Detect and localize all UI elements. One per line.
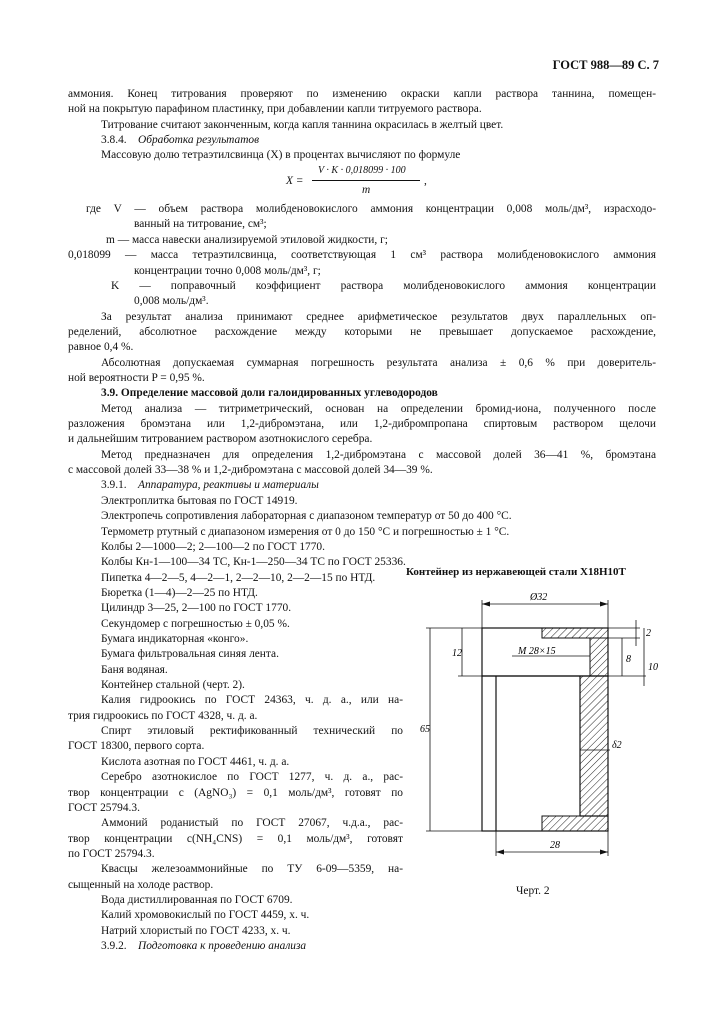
dim-diameter-label: Ø32 — [530, 592, 548, 603]
text-line: K — поправочный коэффициент раствора молибденовокислого аммония концентрации — [111, 280, 656, 292]
wall-section-hatch — [580, 676, 608, 816]
text-line: разложения бромэтана или 1,2-дибромэтана, или 1,2-дибромпропана спиртовым раствором щелочи — [68, 418, 656, 430]
text-line: концентрации точно 0,008 моль/дм³, г; — [134, 265, 321, 277]
list-item: Аммоний роданистый по ГОСТ 27067, ч.д.а., рас- — [101, 817, 403, 829]
list-item: ГОСТ 25794.3. — [68, 802, 140, 814]
text-line: 0,018099 — масса тетраэтилсвинца, соответствующая 1 см³ раствора молибденовокислого аммония — [68, 249, 656, 261]
list-item: Спирт этиловый ректификованный технический по — [101, 725, 403, 737]
list-item: Калия гидроокись по ГОСТ 24363, ч. д. а., или на- — [101, 694, 403, 706]
list-item: Термометр ртутный с диапазоном измерения от 0 до 150 °С и погрешностью ± 1 °С. — [101, 526, 510, 538]
section-number: 3.8.4. — [101, 134, 127, 146]
text-line: Титрование считают законченным, когда капля таннина окрасилась в желтый цвет. — [101, 119, 504, 131]
bottom-section-hatch — [542, 816, 608, 831]
list-item: Секундомер с погрешностью ± 0,05 %. — [101, 618, 290, 630]
list-item: Бюретка (1—4)—2—25 по НТД. — [101, 587, 258, 599]
section-title: Аппаратура, реактивы и материалы — [138, 479, 319, 491]
text-line: Массовую долю тетраэтилсвинца (X) в процентах вычисляют по формуле — [101, 149, 461, 161]
text-line: ванный на титрование, см³; — [134, 218, 267, 230]
list-item: Колбы 2—1000—2; 2—100—2 по ГОСТ 1770. — [101, 541, 325, 553]
dim-thread-depth-label: 8 — [626, 654, 631, 665]
list-item: твор концентрации c(NH₄CNS) = 0,1 моль/дм³, готовят — [68, 833, 403, 845]
figure-title: Контейнер из нержавеющей стали Х18Н10Т — [406, 566, 626, 578]
container-drawing — [400, 590, 660, 880]
formula-comma: , — [424, 175, 427, 187]
list-item: Электроплитка бытовая по ГОСТ 14919. — [101, 495, 298, 507]
text-line: где V — объем раствора молибденовокислого аммония концентрации 0,008 моль/дм³, израсходо- — [86, 203, 656, 215]
list-item: Цилиндр 3—25, 2—100 по ГОСТ 1770. — [101, 602, 292, 614]
formula-lhs: X = — [286, 175, 304, 187]
list-item: Баня водяная. — [101, 664, 168, 676]
figure-caption: Черт. 2 — [516, 885, 550, 897]
list-item: Натрий хлористый по ГОСТ 4233, х. ч. — [101, 925, 291, 937]
dim-top-wall-label: 2 — [646, 628, 651, 639]
list-item: по ГОСТ 25794.3. — [68, 848, 155, 860]
section-title: Обработка результатов — [138, 134, 260, 146]
text-line: Метод предназначен для определения 1,2-дибромэтана с массовой долей 36—41 %, бромэтана — [101, 449, 656, 461]
list-item: Бумага индикаторная «конго». — [101, 633, 249, 645]
list-item: Электропечь сопротивления лабораторная с диапазоном температур от 50 до 400 °С. — [101, 510, 512, 522]
lid-section-hatch — [542, 628, 608, 638]
text-line: с массовой долей 33—38 % и 1,2-дибромэтана с массовой долей 34—39 %. — [68, 464, 433, 476]
dim-wall-thickness-label: δ2 — [612, 740, 622, 751]
text-line: и дальнейшим титрованием раствором азотнокислого серебра. — [68, 433, 373, 445]
list-item: сыщенный на холоде раствор. — [68, 879, 214, 891]
list-item: Пипетка 4—2—5, 4—2—1, 2—2—10, 2—2—15 по НТД. — [101, 572, 376, 584]
text-line: 0,008 моль/дм³. — [134, 295, 209, 307]
list-item: Серебро азотнокислое по ГОСТ 1277, ч. д. а., рас- — [101, 771, 403, 783]
formula-denominator: m — [362, 184, 371, 196]
section-number: 3.9.1. — [101, 479, 127, 491]
list-item: Бумага фильтровальная синяя лента. — [101, 648, 279, 660]
list-item: твор концентрации c (AgNO₃) = 0,1 моль/дм³, готовят по — [68, 787, 403, 799]
dim-lid-height-label: 12 — [452, 648, 462, 659]
text-line: ной на покрытую парафином пластинку, при добавлении капли титруемого раствора. — [68, 103, 482, 115]
thread-section-hatch — [590, 638, 608, 676]
text-line: ной вероятности P = 0,95 %. — [68, 372, 205, 384]
list-item: Контейнер стальной (черт. 2). — [101, 679, 245, 691]
text-line: ределений, абсолютное расхождение между которыми не превышает допускаемое расхождение, — [68, 326, 656, 338]
list-item: Вода дистиллированная по ГОСТ 6709. — [101, 894, 293, 906]
text-line: За результат анализа принимают среднее арифметическое результатов двух параллельных оп- — [101, 311, 656, 323]
section-number: 3.9.2. — [101, 940, 127, 952]
list-item: Кислота азотная по ГОСТ 4461, ч. д. а. — [101, 756, 290, 768]
text-line: Абсолютная допускаемая суммарная погрешность результата анализа ± 0,6 % при доверитель- — [101, 357, 656, 369]
fraction-bar — [312, 180, 420, 181]
list-item: Калий хромовокислый по ГОСТ 4459, х. ч. — [101, 909, 310, 921]
list-item: ГОСТ 18300, первого сорта. — [68, 740, 205, 752]
section-title: Подготовка к проведению анализа — [138, 940, 307, 952]
page-header: ГОСТ 988—89 С. 7 — [552, 58, 659, 72]
text-line: m — масса навески анализируемой этиловой жидкости, г; — [106, 234, 388, 246]
text-line: аммония. Конец титрования проверяют по изменению окраски капли раствора таннина, помещен- — [68, 88, 656, 100]
formula-numerator: V · K · 0,018099 · 100 — [318, 165, 406, 176]
dim-total-height-label: 65 — [420, 724, 430, 735]
dim-thread-label: M 28×15 — [518, 646, 556, 657]
dim-right-height-label: 10 — [648, 662, 658, 673]
list-item: Колбы Кн-1—100—34 ТС, Кн-1—250—34 ТС по ГОСТ 25336. — [101, 556, 406, 568]
section-heading: 3.9. Определение массовой доли галоидированных углеводородов — [101, 387, 438, 399]
list-item: Квасцы железоаммонийные по ТУ 6-09—5359, на- — [101, 863, 403, 875]
text-line: равное 0,4 %. — [68, 341, 134, 353]
list-item: трия гидроокись по ГОСТ 4328, ч. д. а. — [68, 710, 258, 722]
dim-bottom-width-label: 28 — [550, 840, 560, 851]
text-line: Метод анализа — титриметрический, основан на определении бромид-иона, полученного после — [101, 403, 656, 415]
